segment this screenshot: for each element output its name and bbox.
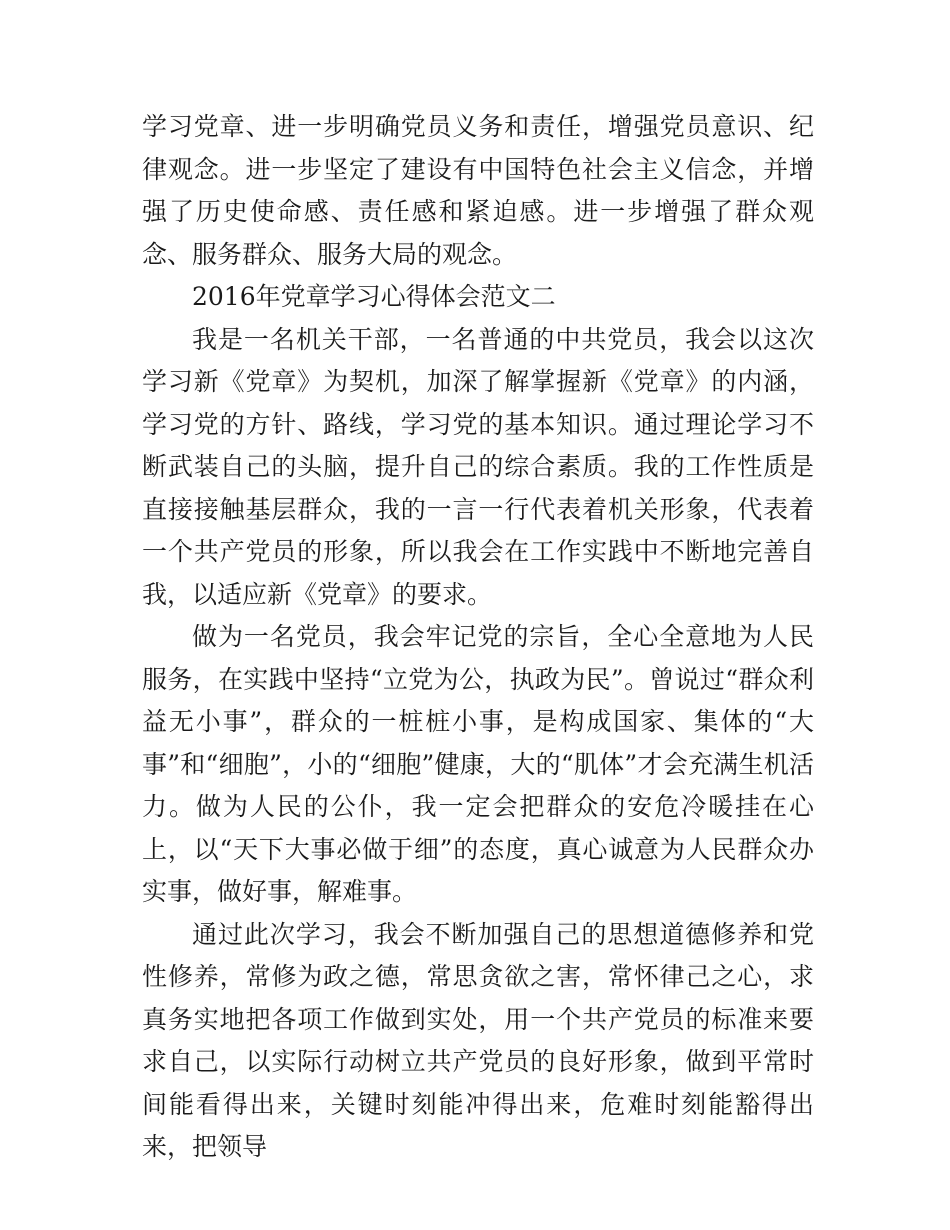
paragraph-continuation: 学习党章、进一步明确党员义务和责任，增强党员意识、纪律观念。进一步坚定了建设有中国特色社会主义信念，并增强了历史使命感、责任感和紧迫感。进一步增强了群众观念、服务群众、服务大局的观念。: [142, 112, 814, 269]
section-heading: 2016年党章学习心得体会范文二: [192, 282, 556, 311]
paragraph-introduction: 我是一名机关干部，一名普通的中共党员，我会以这次学习新《党章》为契机，加深了解掌握新《党章》的内涵，学习党的方针、路线，学习党的基本知识。通过理论学习不断武装自己的头脑，提升自己的综合素质。我的工作性质是直接接触基层群众，我的一言一行代表着机关形象，代表着一个共产党员的形象，所以我会在工作实践中不断地完善自我，以适应新《党章》的要求。: [142, 324, 814, 609]
paragraph-serve-people: 做为一名党员，我会牢记党的宗旨，全心全意地为人民服务，在实践中坚持“立党为公，执政为民”。曾说过“群众利益无小事”，群众的一桩桩小事，是构成国家、集体的“大事”和“细胞”，小的“细胞”健康，大的“肌体”才会充满生机活力。做为人民的公仆，我一定会把群众的安危冷暖挂在心上，以“天下大事必做于细”的态度，真心诚意为人民群众办实事，做好事，解难事。: [142, 622, 814, 906]
document-body: [142, 106, 814, 1169]
paragraph-self-improvement: 通过此次学习，我会不断加强自己的思想道德修养和党性修养，常修为政之德，常思贪欲之害，常怀律己之心，求真务实地把各项工作做到实处，用一个共产党员的标准来要求自己，以实际行动树立共产党员的良好形象，做到平常时间能看得出来，关键时刻能冲得出来，危难时刻能豁得出来，把领导: [142, 919, 814, 1161]
